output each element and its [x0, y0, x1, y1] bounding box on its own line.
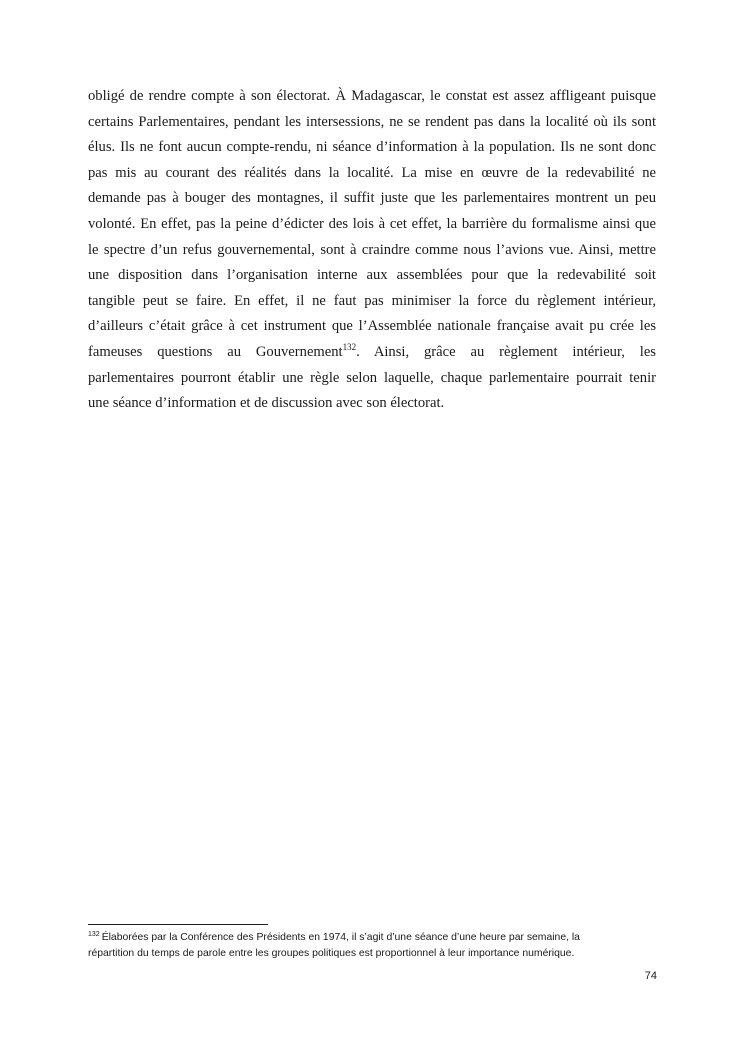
body-paragraph	[88, 84, 656, 417]
paragraph-line: obligé de rendre compte à son électorat. À Madagascar, le constat est assez affligeant puisque	[88, 88, 656, 104]
paragraph-line: une disposition dans l’organisation interne aux assemblées pour que la redevabilité soit	[88, 267, 656, 284]
paragraph-line: élus. Ils ne font aucun compte-rendu, ni séance d’information à la population. Ils ne sont donc	[88, 139, 656, 156]
paragraph-line: certains Parlementaires, pendant les intersessions, ne se rendent pas dans la localité où ils sont	[88, 113, 656, 130]
footnote-reference[interactable]: 132	[342, 341, 357, 352]
footnote-separator	[88, 924, 268, 925]
footnote-number: 132	[88, 931, 100, 938]
paragraph-line: le spectre d’un refus gouvernemental, sont à craindre comme nous l’avions vue. Ainsi, mettre	[88, 241, 656, 258]
line-text-after-ref: . Ainsi, grâce au règlement intérieur, les	[356, 343, 656, 360]
paragraph-line: d’ailleurs c’était grâce à cet instrument que l’Assemblée nationale française avait pu crée les	[88, 318, 656, 335]
paragraph-line: parlementaires pourront établir une règle selon laquelle, chaque parlementaire pourrait tenir	[88, 369, 656, 386]
footnote-line	[88, 930, 658, 946]
paragraph-line: tangible peut se faire. En effet, il ne faut pas minimiser la force du règlement intérieur,	[88, 292, 656, 309]
footnote	[88, 930, 658, 962]
footnote-text-line-1: Élaborées par la Conférence des Présidents en 1974, il s’agit d’une séance d’une heure par semaine, la	[101, 932, 580, 943]
paragraph-last-line: une séance d’information et de discussion avec son électorat.	[88, 395, 445, 412]
paragraph-line: volonté. En effet, pas la peine d’édicter des lois à cet effet, la barrière du formalisme ainsi que	[88, 215, 656, 232]
page-number: 74	[644, 970, 657, 982]
paragraph-line: demande pas à bouger des montagnes, il suffit juste que les parlementaires montrent un peu	[88, 190, 656, 207]
line-text-before-ref: fameuses questions au Gouvernement	[88, 343, 343, 360]
paragraph-line: pas mis au courant des réalités dans la localité. La mise en œuvre de la redevabilité ne	[88, 164, 656, 181]
paragraph-line-with-footnote-ref	[88, 340, 656, 366]
footnote-text-line-2: répartition du temps de parole entre les groupes politiques est proportionnel à leur importance numérique.	[88, 948, 575, 959]
